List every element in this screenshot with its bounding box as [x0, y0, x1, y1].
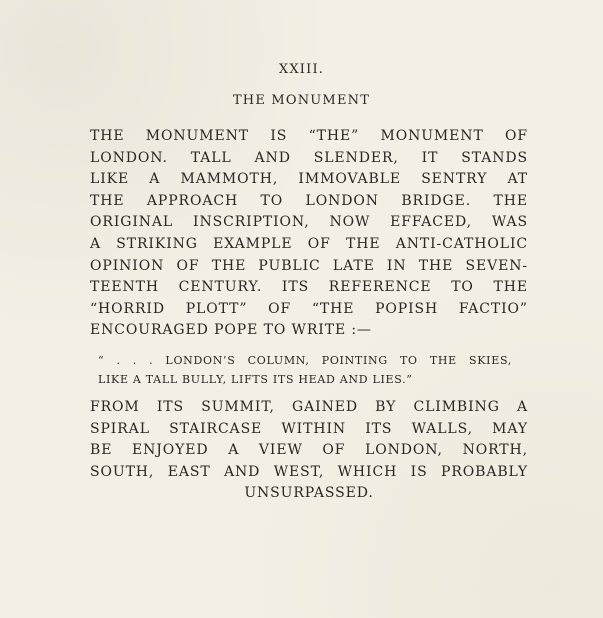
text-line: ORIGINAL INSCRIPTION, NOW EFFACED, WAS [90, 214, 528, 231]
text-line: LONDON. TALL AND SLENDER, IT STANDS [90, 149, 528, 166]
text-line: THE APPROACH TO LONDON BRIDGE. THE [90, 192, 528, 209]
paragraph-1 [90, 126, 528, 342]
quote-line: “ . . . LONDON’S COLUMN, POINTING TO THE SKIES, [98, 354, 512, 367]
text-line: ENCOURAGED POPE TO WRITE :— [90, 322, 372, 339]
text-line: THE MONUMENT IS “THE” MONUMENT OF [90, 128, 528, 144]
text-line: OPINION OF THE PUBLIC LATE IN THE SEVEN- [90, 257, 528, 274]
text-line: LIKE A MAMMOTH, IMMOVABLE SENTRY AT [90, 171, 528, 188]
paragraph-2 [90, 397, 528, 505]
text-line: BE ENJOYED A VIEW OF LONDON, NORTH, [90, 442, 528, 459]
quote-line: LIKE A TALL BULLY, LIFTS ITS HEAD AND LIES.” [98, 373, 413, 386]
pope-quotation [98, 351, 512, 389]
text-line: TEENTH CENTURY. ITS REFERENCE TO THE [90, 279, 528, 296]
text-line: UNSURPASSED. [244, 485, 374, 502]
text-line: FROM ITS SUMMIT, GAINED BY CLIMBING A [90, 399, 528, 415]
text-line: A STRIKING EXAMPLE OF THE ANTI-CATHOLIC [90, 235, 528, 252]
chapter-title: THE MONUMENT [232, 93, 371, 108]
text-line: SOUTH, EAST AND WEST, WHICH IS PROBABLY [90, 463, 528, 480]
text-line: “HORRID PLOTT” OF “THE POPISH FACTIO” [90, 300, 528, 317]
text-line: SPIRAL STAIRCASE WITHIN ITS WALLS, MAY [90, 420, 528, 437]
chapter-number: XXIII. [278, 62, 325, 77]
